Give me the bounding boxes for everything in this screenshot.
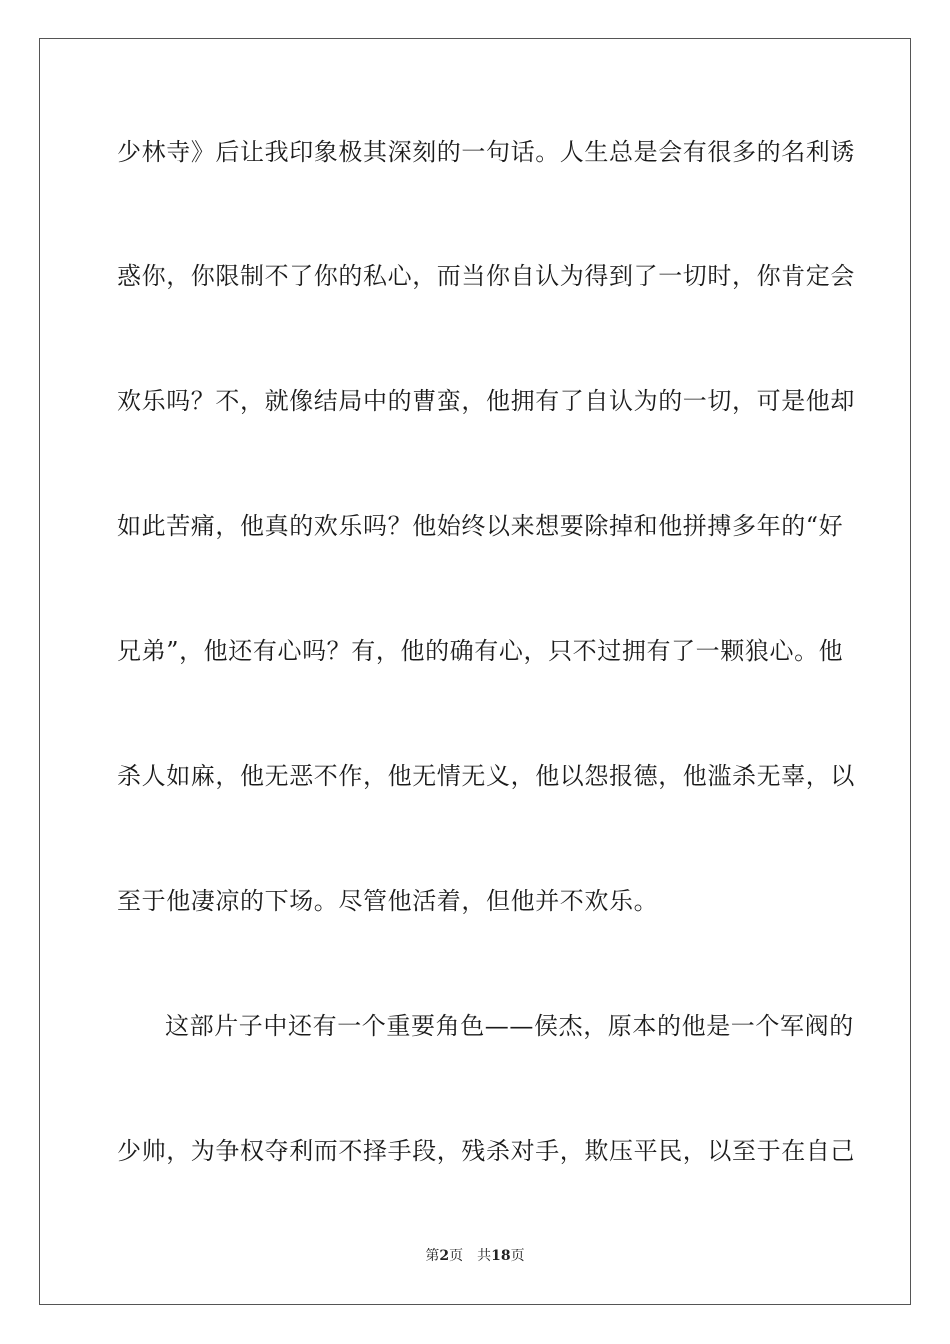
body-text-line: 欢乐吗？不，就像结局中的曹蛮，他拥有了自认为的一切，可是他却 xyxy=(117,387,855,415)
body-text-line: 杀人如麻，他无恶不作，他无情无义，他以怨报德，他滥杀无辜，以 xyxy=(117,762,855,790)
total-prefix: 共 xyxy=(477,1248,492,1264)
body-text-line: 少林寺》后让我印象极其深刻的一句话。人生总是会有很多的名利诱 xyxy=(117,138,855,166)
total-suffix: 页 xyxy=(510,1248,525,1264)
page-number: 2 xyxy=(439,1248,450,1264)
page-prefix: 第 xyxy=(425,1248,440,1264)
page-footer xyxy=(0,1246,950,1266)
total-pages: 18 xyxy=(491,1248,511,1264)
body-text-line: 惑你，你限制不了你的私心，而当你自认为得到了一切时，你肯定会 xyxy=(117,262,855,290)
page-border xyxy=(39,38,911,1305)
page-suffix: 页 xyxy=(449,1248,464,1264)
body-text-line: 如此苦痛，他真的欢乐吗？他始终以来想要除掉和他拼搏多年的“好 xyxy=(117,512,844,540)
body-text-line: 兄弟”，他还有心吗？有，他的确有心，只不过拥有了一颗狼心。他 xyxy=(117,637,844,665)
paragraph-first-line: 这部片子中还有一个重要角色——侯杰，原本的他是一个军阀的 xyxy=(165,1012,854,1040)
body-text-line: 少帅，为争权夺利而不择手段，残杀对手，欺压平民，以至于在自己 xyxy=(117,1137,855,1165)
body-text-line: 至于他凄凉的下场。尽管他活着，但他并不欢乐。 xyxy=(117,887,659,915)
